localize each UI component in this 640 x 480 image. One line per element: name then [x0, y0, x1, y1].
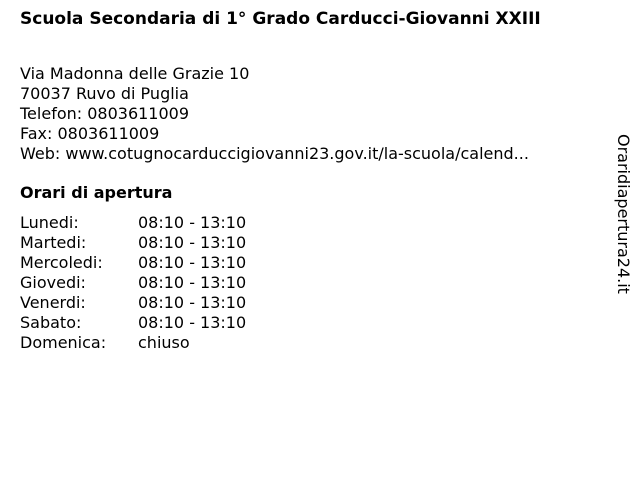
- page-title: Scuola Secondaria di 1° Grado Carducci-Giovanni XXIII: [20, 9, 541, 29]
- hours-row-tuesday: [20, 233, 246, 253]
- day-label: Domenica:: [20, 333, 107, 352]
- hours-row-friday: [20, 293, 246, 313]
- brand-watermark: Oraridiapertura24.it: [614, 134, 633, 294]
- hours-row-wednesday: [20, 253, 246, 273]
- time-value: 08:10 - 13:10: [138, 313, 247, 332]
- opening-hours-heading: Orari di apertura: [20, 183, 173, 202]
- website-link[interactable]: Web: www.cotugnocarduccigiovanni23.gov.it/la-scuola/calend...: [20, 144, 529, 163]
- time-value: chiuso: [138, 333, 190, 352]
- fax-number: Fax: 0803611009: [20, 124, 160, 143]
- opening-hours-table: [20, 213, 246, 353]
- hours-row-saturday: [20, 313, 246, 333]
- hours-row-sunday: [20, 333, 246, 353]
- time-value: 08:10 - 13:10: [138, 273, 247, 292]
- hours-row-thursday: [20, 273, 246, 293]
- day-label: Lunedi:: [20, 213, 79, 232]
- time-value: 08:10 - 13:10: [138, 213, 247, 232]
- time-value: 08:10 - 13:10: [138, 253, 247, 272]
- hours-row-monday: [20, 213, 246, 233]
- street-address: Via Madonna delle Grazie 10: [20, 64, 250, 83]
- city-address: 70037 Ruvo di Puglia: [20, 84, 189, 103]
- address-block: [20, 64, 529, 164]
- day-label: Venerdi:: [20, 293, 86, 312]
- day-label: Sabato:: [20, 313, 82, 332]
- time-value: 08:10 - 13:10: [138, 293, 247, 312]
- phone-number: Telefon: 0803611009: [20, 104, 190, 123]
- day-label: Mercoledi:: [20, 253, 103, 272]
- day-label: Martedi:: [20, 233, 87, 252]
- time-value: 08:10 - 13:10: [138, 233, 247, 252]
- day-label: Giovedi:: [20, 273, 86, 292]
